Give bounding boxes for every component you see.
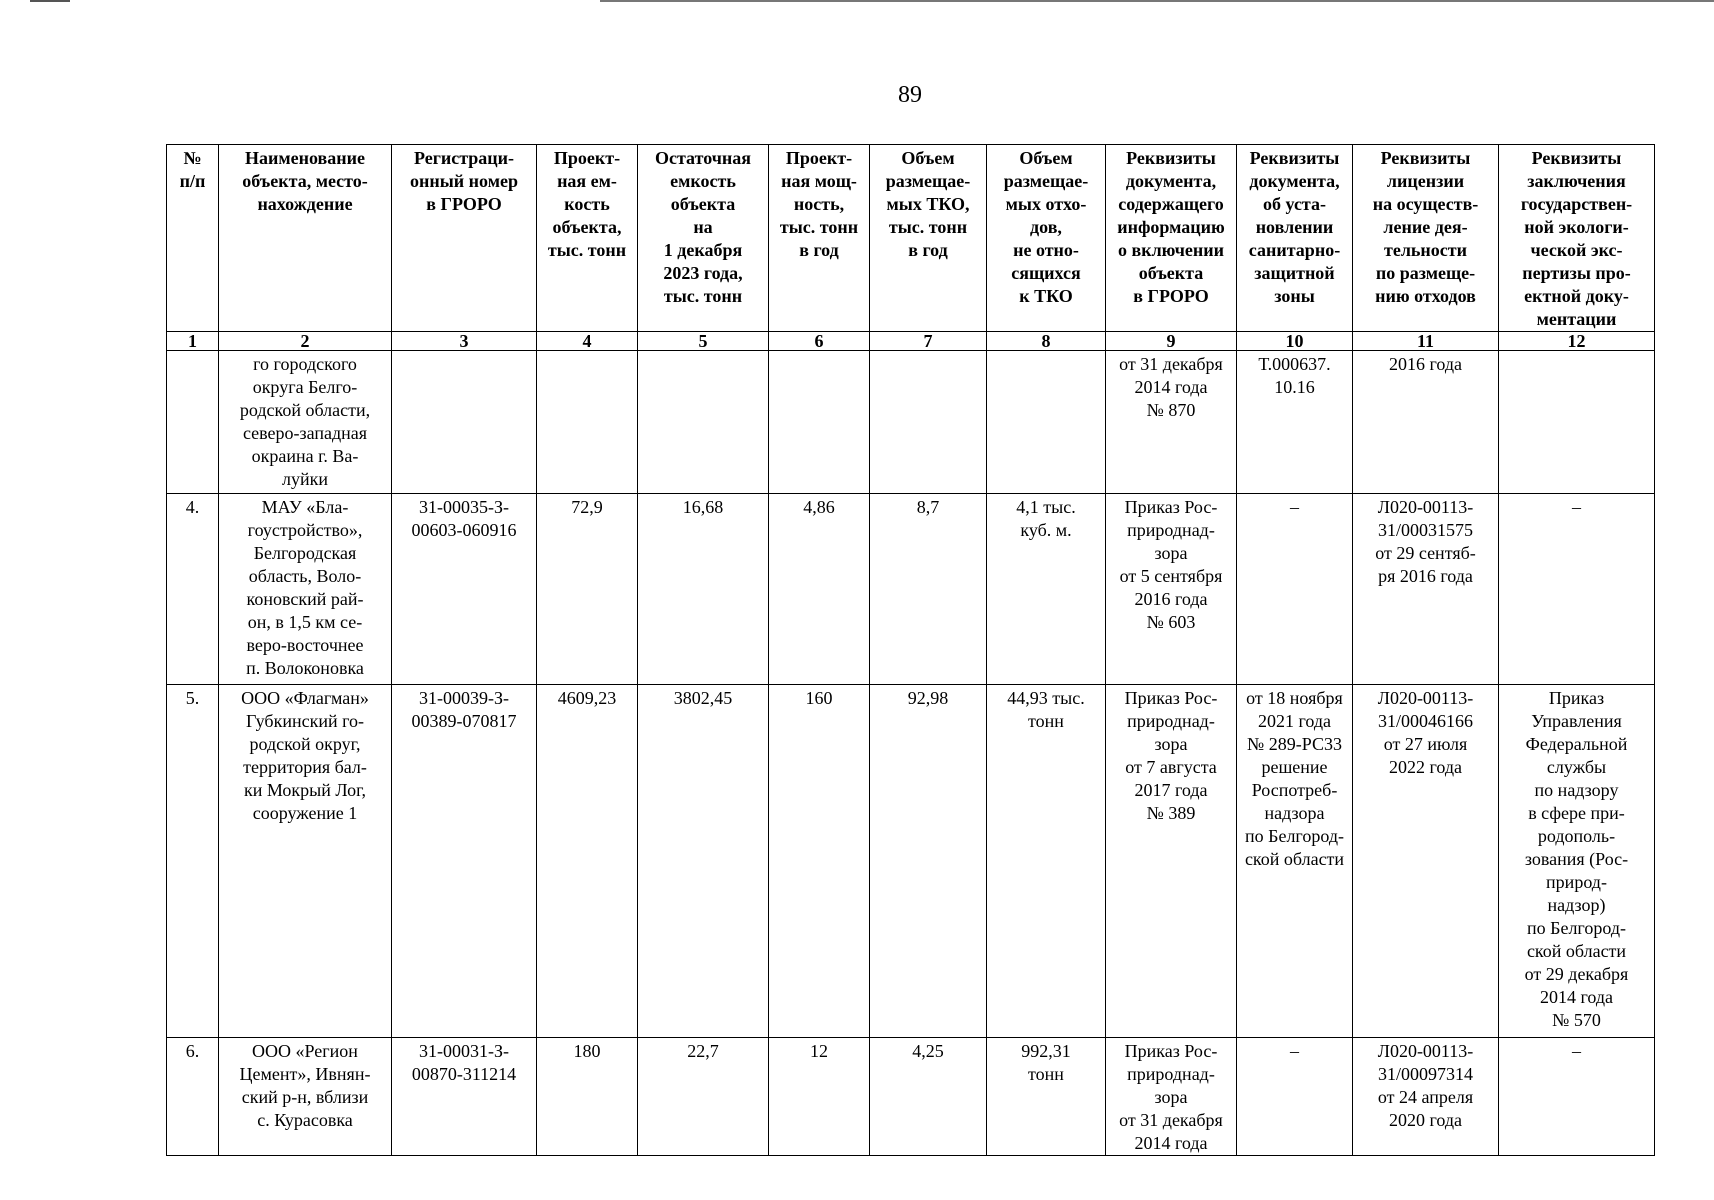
header-cell: Регистраци- онный номер в ГРОРО [392,145,537,332]
design-capacity-cell: 4609,23 [537,685,638,1038]
column-number: 12 [1499,332,1655,351]
tko-volume-cell [870,351,987,494]
groro-document-cell: от 31 декабря 2014 года № 870 [1106,351,1237,494]
waste-facilities-table [166,144,1655,1156]
column-number: 11 [1353,332,1499,351]
table-row [167,351,1655,494]
table-row [167,1038,1655,1156]
groro-document-cell: Приказ Рос- природнад- зора от 31 декабря 2014 года [1106,1038,1237,1156]
column-number: 3 [392,332,537,351]
column-number: 6 [769,332,870,351]
column-number: 4 [537,332,638,351]
facility-name-cell: ООО «Флагман» Губкинский го- родской округ, территория бал- ки Мокрый Лог, сооружение 1 [219,685,392,1038]
ecological-expertise-cell: – [1499,1038,1655,1156]
facility-name-cell: го городского округа Белго- родской области, северо-западная окраина г. Ва- луйки [219,351,392,494]
header-cell: Проект- ная ем- кость объекта, тыс. тонн [537,145,638,332]
tko-volume-cell: 8,7 [870,494,987,685]
sanitary-zone-document-cell: – [1237,1038,1353,1156]
table-row [167,494,1655,685]
header-cell: Объем размещае- мых отхо- дов, не отно- сящихся к ТКО [987,145,1106,332]
column-number: 1 [167,332,219,351]
license-cell: Л020-00113- 31/00031575 от 29 сентяб- ря 2016 года [1353,494,1499,685]
other-waste-volume-cell [987,351,1106,494]
groro-document-cell: Приказ Рос- природнад- зора от 5 сентября 2016 года № 603 [1106,494,1237,685]
license-cell: Л020-00113- 31/00097314 от 24 апреля 2020 года [1353,1038,1499,1156]
tko-volume-cell: 4,25 [870,1038,987,1156]
row-number-cell: 4. [167,494,219,685]
header-cell: № п/п [167,145,219,332]
license-cell: Л020-00113- 31/00046166 от 27 июля 2022 года [1353,685,1499,1038]
header-cell: Реквизиты документа, об уста- новлении санитарно- защитной зоны [1237,145,1353,332]
residual-capacity-cell [638,351,769,494]
column-number: 5 [638,332,769,351]
groro-document-cell: Приказ Рос- природнад- зора от 7 августа 2017 года № 389 [1106,685,1237,1038]
sanitary-zone-document-cell: – [1237,494,1353,685]
design-capacity-cell: 180 [537,1038,638,1156]
row-number-cell: 5. [167,685,219,1038]
page-number: 89 [898,82,922,108]
design-power-cell: 160 [769,685,870,1038]
sanitary-zone-document-cell: Т.000637. 10.16 [1237,351,1353,494]
facility-name-cell: ООО «Регион Цемент», Ивнян- ский р-н, вблизи с. Курасовка [219,1038,392,1156]
ecological-expertise-cell: – [1499,494,1655,685]
scan-edge-line [0,0,1714,3]
header-cell: Реквизиты лицензии на осуществ- ление дея- тельности по размеще- нию отходов [1353,145,1499,332]
design-capacity-cell: 72,9 [537,494,638,685]
residual-capacity-cell: 3802,45 [638,685,769,1038]
other-waste-volume-cell: 4,1 тыс. куб. м. [987,494,1106,685]
header-cell: Остаточная емкость объекта на 1 декабря 2023 года, тыс. тонн [638,145,769,332]
scan-edge-segment [600,0,1714,2]
column-number: 8 [987,332,1106,351]
header-cell: Объем размещае- мых ТКО, тыс. тонн в год [870,145,987,332]
design-power-cell [769,351,870,494]
header-cell: Реквизиты заключения государствен- ной экологи- ческой экс- пертизы про- ектной доку- ментации [1499,145,1655,332]
registration-number-cell: 31-00039-З- 00389-070817 [392,685,537,1038]
design-power-cell: 4,86 [769,494,870,685]
other-waste-volume-cell: 44,93 тыс. тонн [987,685,1106,1038]
column-number: 7 [870,332,987,351]
column-number: 10 [1237,332,1353,351]
other-waste-volume-cell: 992,31 тонн [987,1038,1106,1156]
row-number-cell: 6. [167,1038,219,1156]
tko-volume-cell: 92,98 [870,685,987,1038]
ecological-expertise-cell [1499,351,1655,494]
residual-capacity-cell: 22,7 [638,1038,769,1156]
design-capacity-cell [537,351,638,494]
column-number-row [167,332,1655,351]
design-power-cell: 12 [769,1038,870,1156]
header-cell: Проект- ная мощ- ность, тыс. тонн в год [769,145,870,332]
table-row [167,685,1655,1038]
ecological-expertise-cell: Приказ Управления Федеральной службы по надзору в сфере при- родополь- зования (Рос- природ- надзор) по Белгород- ской области от 29 декабря 2014 года № 570 [1499,685,1655,1038]
registration-number-cell [392,351,537,494]
header-cell: Реквизиты документа, содержащего информацию о включении объекта в ГРОРО [1106,145,1237,332]
column-number: 2 [219,332,392,351]
row-number-cell [167,351,219,494]
residual-capacity-cell: 16,68 [638,494,769,685]
table-header-row [167,145,1655,332]
sanitary-zone-document-cell: от 18 ноября 2021 года № 289-РС33 решение Роспотреб- надзора по Белгород- ской области [1237,685,1353,1038]
registration-number-cell: 31-00031-З- 00870-311214 [392,1038,537,1156]
column-number: 9 [1106,332,1237,351]
header-cell: Наименование объекта, место- нахождение [219,145,392,332]
scan-edge-segment [30,0,70,2]
facility-name-cell: МАУ «Бла- гоустройство», Белгородская область, Воло- коновский рай- он, в 1,5 км се- веро-восточнее п. Волоконовка [219,494,392,685]
registration-number-cell: 31-00035-З- 00603-060916 [392,494,537,685]
license-cell: 2016 года [1353,351,1499,494]
